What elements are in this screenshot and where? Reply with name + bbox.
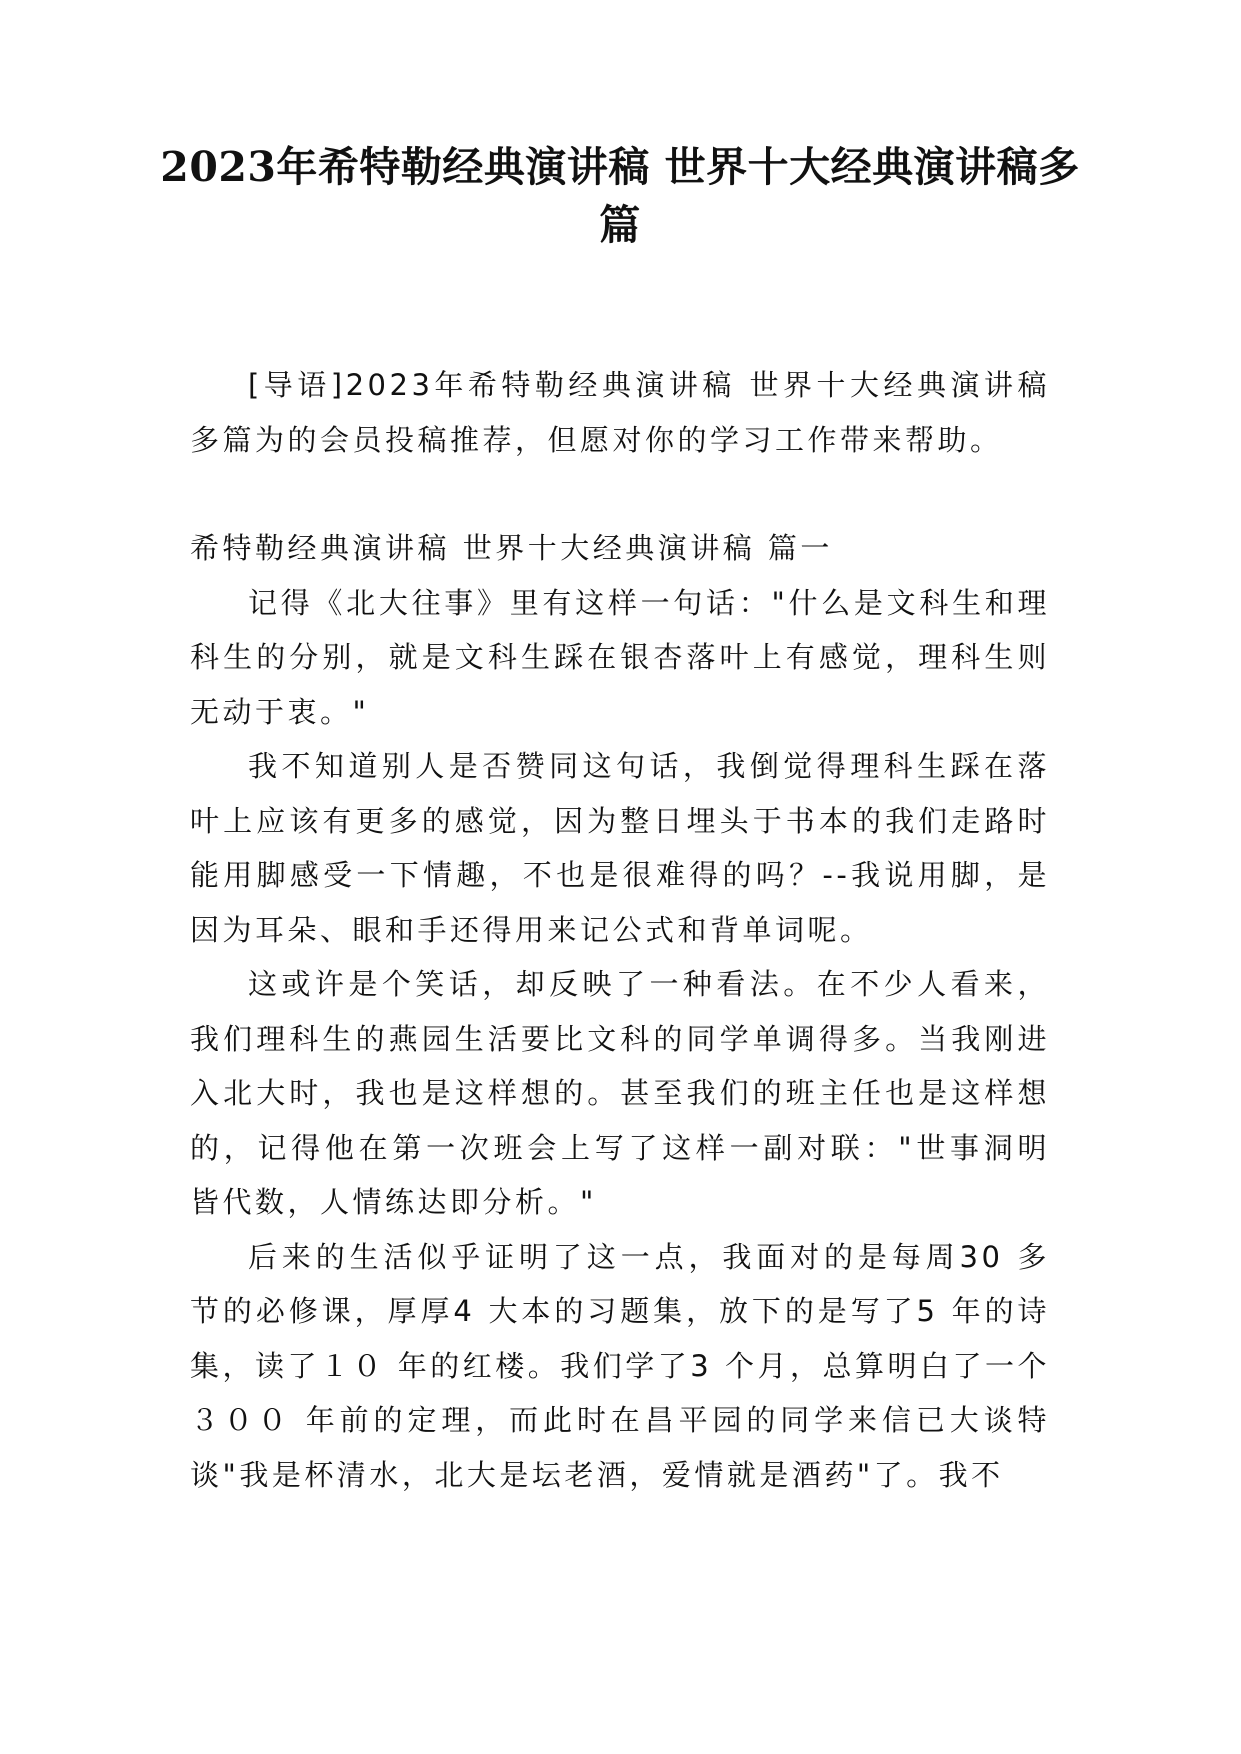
body-paragraph-2: 我不知道别人是否赞同这句话，我倒觉得理科生踩在落叶上应该有更多的感觉，因为整日埋头于书本的我们走路时能用脚感受一下情趣，不也是很难得的吗？--我说用脚，是因为耳朵、眼和手还得用来记公式和背单词呢。: [190, 749, 1050, 947]
lead-paragraph: [导语]2023年希特勒经典演讲稿 世界十大经典演讲稿多篇为的会员投稿推荐，但愿对你的学习工作带来帮助。: [190, 368, 1050, 457]
section-heading: 希特勒经典演讲稿 世界十大经典演讲稿 篇一: [190, 531, 833, 565]
document-title: 2023年希特勒经典演讲稿 世界十大经典演讲稿多篇: [160, 143, 1080, 249]
document-body: [190, 358, 1050, 1502]
body-paragraph-3: 这或许是个笑话，却反映了一种看法。在不少人看来，我们理科生的燕园生活要比文科的同学单调得多。当我刚进入北大时，我也是这样想的。甚至我们的班主任也是这样想的，记得他在第一次班会上写了这样一副对联："世事洞明皆代数，人情练达即分析。": [190, 967, 1050, 1219]
body-paragraph-4: 后来的生活似乎证明了这一点，我面对的是每周30 多节的必修课，厚厚4 大本的习题集，放下的是写了5 年的诗集，读了１０ 年的红楼。我们学了3 个月，总算明白了一个３００ 年前的定理，而此时在昌平园的同学来信已大谈特谈"我是杯清水，北大是坛老酒，爱情就是酒药"了。我不: [190, 1239, 1050, 1492]
body-paragraph-1: 记得《北大往事》里有这样一句话："什么是文科生和理科生的分别，就是文科生踩在银杏落叶上有感觉，理科生则无动于衷。": [190, 585, 1050, 729]
